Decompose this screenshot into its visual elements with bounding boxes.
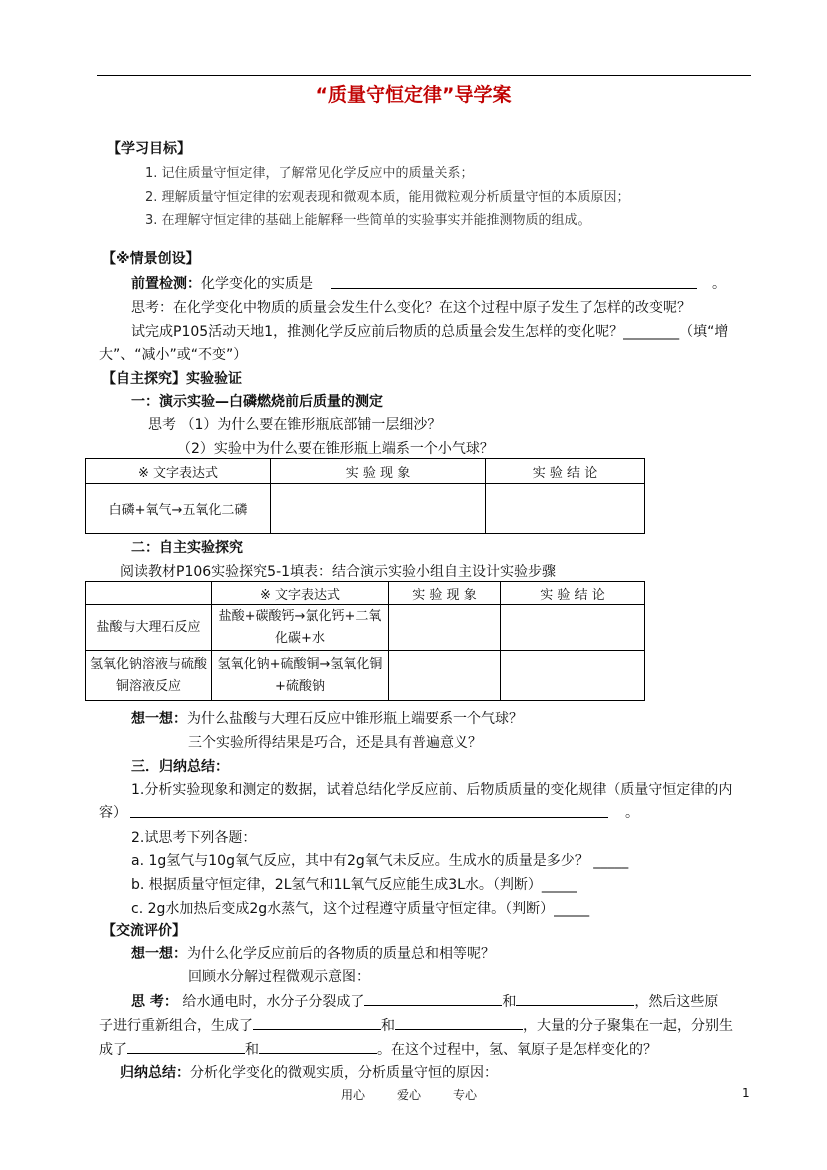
exchange-think [131,943,495,963]
scenario-try-line1: 试完成P105活动天地1，推测化学反应前后物质的总质量会发生怎样的变化呢？________（填“增 [131,324,729,340]
table-header: 实 验 结 论 [501,582,645,605]
exchange-line2-a: 子进行重新组合，生成了 [99,1018,253,1034]
exp2-desc: 阅读教材P106实验探究5-1填表：结合演示实验小组自主设计实验步骤 [120,564,557,580]
footer-left: 用心 [341,1088,366,1102]
footer-mid: 爱心 [397,1088,422,1102]
objective-item: 3. 在理解守恒定律的基础上能解释一些简单的实验事实并能推测物质的组成。 [145,213,591,228]
answer-blank[interactable] [364,990,502,1006]
summary-heading: 三．归纳总结： [131,759,229,775]
precheck-text: 化学变化的实质是 [201,276,313,292]
table-cell: 氢氧化钠溶液与硫酸铜溶液反应 [86,651,212,701]
exchange-line2 [99,1014,733,1035]
table-header: 实 验 现 象 [389,582,501,605]
summary-blank[interactable] [130,802,608,818]
and-text: 和 [502,994,517,1010]
exchange-think2-line1 [131,990,718,1011]
exchange-review: 回顾水分解过程微观示意图： [188,969,370,985]
exchange-heading: 【交流评价】 [102,923,186,939]
table-header: ※ 文字表达式 [86,459,271,484]
exp1-think1: 思考 （1）为什么要在锥形瓶底部铺一层细沙？ [148,417,442,433]
exchange-think-q: 为什么化学反应前后的各物质的质量总和相等呢？ [187,946,495,962]
summary-b: b. 根据质量守恒定律，2L氢气和1L氧气反应能生成3L水。（判断）_____ [131,877,577,893]
table-header: 实 验 现 象 [271,459,486,484]
answer-blank[interactable] [516,990,634,1006]
page-number: 1 [742,1086,750,1100]
scenario-think: 思考：在化学变化中物质的质量会发生什么变化？在这个过程中原子发生了怎样的改变呢？ [131,300,691,316]
objectives-heading: 【学习目标】 [107,141,191,157]
and-text: 和 [381,1018,395,1034]
table-cell[interactable] [389,605,501,651]
table-header: ※ 文字表达式 [212,582,389,605]
table-header: 实 验 结 论 [486,459,645,484]
table-cell: 白磷+氧气→五氧化二磷 [86,484,271,534]
header-rule [97,75,751,76]
exchange-line3-b: 。在这个过程中，氢、氧原子是怎样变化的？ [377,1042,657,1058]
scenario-heading: 【※情景创设】 [102,251,200,267]
table-cell[interactable] [501,651,645,701]
scenario-try-line2: 大”、“减小”或“不变”） [99,347,248,363]
explore-heading: 【自主探究】实验验证 [102,371,242,387]
exchange-line3 [99,1038,657,1059]
exp2-title: 二：自主实验探究 [131,540,243,556]
think-q1: 为什么盐酸与大理石反应中锥形瓶上端要系一个气球？ [187,711,523,727]
and-text: 和 [245,1042,259,1058]
exp2-table [85,581,645,701]
exp1-think2: （2）实验中为什么要在锥形瓶上端系一个小气球？ [177,441,494,457]
exp1-table [85,458,645,534]
exchange-think-label: 想一想： [131,946,187,962]
think-line1 [131,708,523,728]
precheck-label: 前置检测： [131,276,201,292]
footer-right: 专心 [453,1088,478,1102]
summary-a: a. 1g氢气与10g氧气反应，其中有2g氧气未反应。生成水的质量是多少？ _____ [131,853,629,869]
answer-blank[interactable] [127,1038,245,1054]
think-label: 想一想： [131,711,187,727]
precheck-blank[interactable] [331,273,697,289]
table-header [86,582,212,605]
table-cell[interactable] [486,484,645,534]
exchange-conclude [120,1062,498,1082]
think-q2: 三个实验所得结果是巧合，还是具有普遍意义？ [188,735,482,751]
table-cell: 盐酸+碳酸钙→氯化钙+二氧化碳+水 [212,605,389,651]
precheck-line [131,273,313,293]
conclude-label: 归纳总结： [120,1065,190,1081]
conclude-text: 分析化学变化的微观实质，分析质量守恒的原因： [190,1065,498,1081]
exchange-line3-a: 成了 [99,1042,127,1058]
answer-blank[interactable] [395,1014,523,1030]
page-title: “质量守恒定律”导学案 [315,84,512,106]
exchange-line2-b: ，大量的分子聚集在一起，分别生 [523,1018,733,1034]
summary-c: c. 2g水加热后变成2g水蒸气，这个过程遵守质量守恒定律。（判断）_____ [131,901,590,917]
precheck-end: 。 [712,276,726,292]
summary-p1-line1: 1.分析实验现象和测定的数据，试着总结化学反应前、后物质质量的变化规律（质量守恒定律的内 [131,782,733,798]
answer-blank[interactable] [259,1038,377,1054]
table-cell[interactable] [501,605,645,651]
objective-item: 2. 理解质量守恒定律的宏观表现和微观本质，能用微粒观分析质量守恒的本质原因； [145,190,630,205]
summary-p1-end: 。 [625,805,639,821]
table-cell: 氢氧化钠+硫酸铜→氢氧化铜+硫酸钠 [212,651,389,701]
answer-blank[interactable] [253,1014,381,1030]
summary-p1-line2: 容） [99,805,127,821]
table-cell[interactable] [389,651,501,701]
exchange-think2-b: ，然后这些原 [634,994,719,1010]
exp1-title: 一：演示实验—白磷燃烧前后质量的测定 [131,394,383,410]
exchange-think2-a: 给水通电时，水分子分裂成了 [182,994,365,1010]
table-cell: 盐酸与大理石反应 [86,605,212,651]
summary-p2: 2.试思考下列各题： [131,830,257,846]
exchange-think2-label: 思 考： [131,994,178,1010]
objective-item: 1. 记住质量守恒定律，了解常见化学反应中的质量关系； [145,166,474,181]
table-cell[interactable] [271,484,486,534]
